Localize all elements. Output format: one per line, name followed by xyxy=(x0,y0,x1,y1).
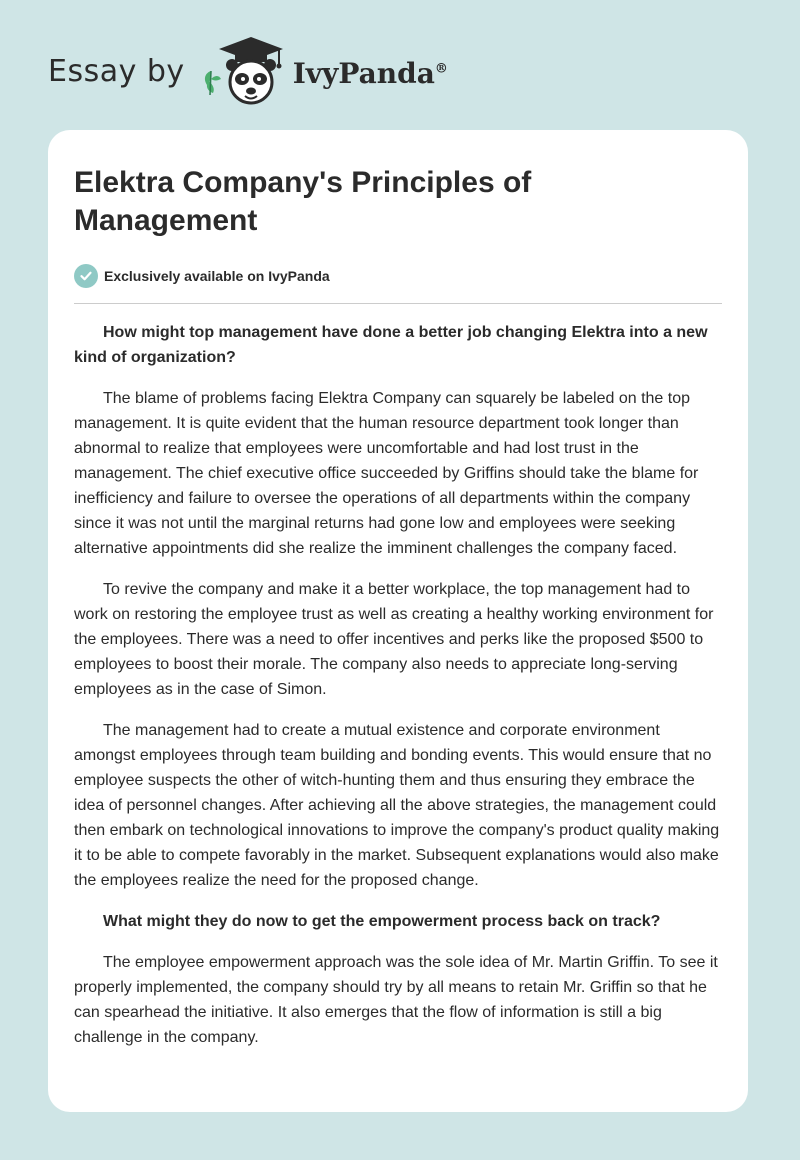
article-body xyxy=(74,320,725,1066)
body-paragraph: The management had to create a mutual existence and corporate environment amongst employees through team building and bonding events. This would ensure that no employee suspects the other of witch-hunting them and thus ensuring they embrace the idea of personnel changes. After achieving all the above strategies, the management could then embark on technological innovations to improve the company's product quality making it to be able to compete favorably in the market. Subsequent explanations would also make the employees realize the need for the proposed change. xyxy=(74,722,720,889)
badge-label: Exclusively available on IvyPanda xyxy=(104,268,330,284)
ivy-leaf-icon xyxy=(205,71,221,95)
trademark-symbol: ® xyxy=(434,61,448,77)
body-paragraph: The blame of problems facing Elektra Company can squarely be labeled on the top management. It is quite evident that the human resource department took longer than abnormal to realize that employees were uncomfortable and had lost trust in the management. The chief executive office succeeded by Griffins should take the blame for inefficiency and failure to oversee the operations of all departments within the company since it was not until the marginal returns had gone low and employees were seeking alternative appointments did she realize the imminent challenges the company faced. xyxy=(74,390,699,557)
brand-text: IvyPanda xyxy=(292,56,435,90)
question-heading: How might top management have done a better job changing Elektra into a new kind of organization? xyxy=(74,324,708,366)
brand-name xyxy=(293,57,448,90)
body-paragraph: To revive the company and make it a better workplace, the top management had to work on restoring the employee trust as well as creating a healthy working environment for the employees. There was a need to offer incentives and perks like the proposed $500 to employees to boost their morale. The company also needs to appreciate long-serving employees as in the case of Simon. xyxy=(74,581,714,698)
site-header xyxy=(48,36,448,106)
article-card xyxy=(48,130,748,1112)
question-heading: What might they do now to get the empowerment process back on track? xyxy=(103,913,661,930)
body-paragraph: The employee empowerment approach was the sole idea of Mr. Martin Griffin. To see it properly implemented, the company should try by all means to retain Mr. Griffin so that he can spearhead the initiative. It also emerges that the flow of information is still a big challenge in the company. xyxy=(74,954,718,1046)
panda-graduation-cap-icon xyxy=(199,35,289,107)
exclusive-badge xyxy=(74,264,330,288)
divider xyxy=(74,303,722,304)
checkmark-icon xyxy=(74,264,98,288)
page-title: Elektra Company's Principles of Management xyxy=(74,166,532,237)
essay-by-label: Essay by xyxy=(48,53,185,89)
